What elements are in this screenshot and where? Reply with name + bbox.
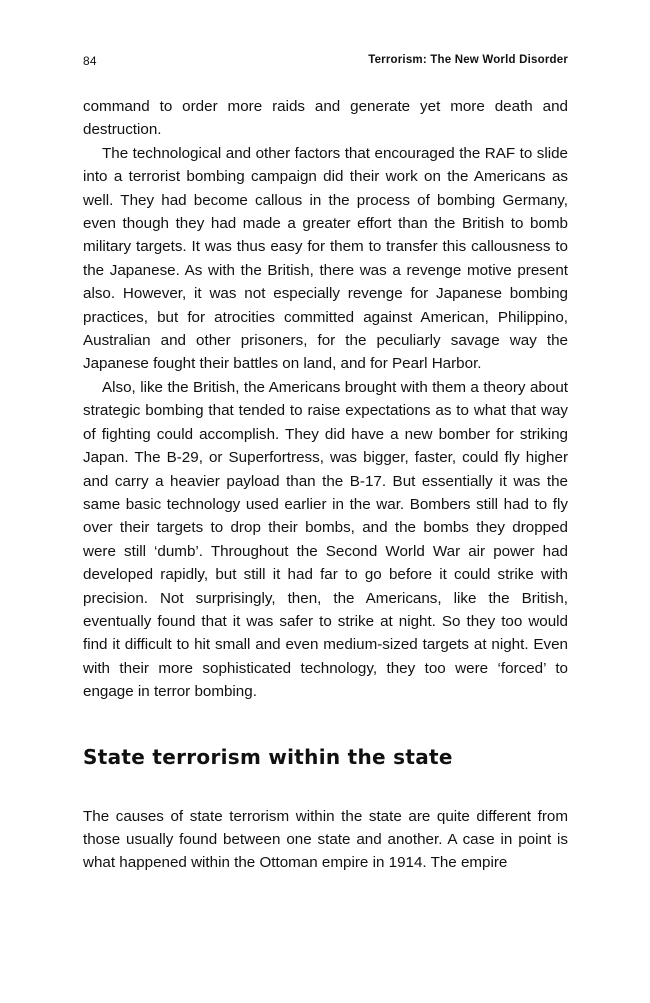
paragraph: The technological and other factors that encouraged the RAF to slide into a terrorist bombing campaign did their work on the Americans as well. They had become callous in the process of bombing Germany, even though they had made a greater effort than the British to bomb military targets. It was thus easy for them to transfer this callousness to the Japanese. As with the British, there was a revenge motive present also. However, it was not especially revenge for Japanese bombing practices, but for atrocities committed against American, Philippino, Australian and other prisoners, for the peculiarly savage way the Japanese fought their battles on land, and for Pearl Harbor.	[83, 144, 568, 373]
section-heading: State terrorism within the state	[83, 744, 453, 769]
paragraph: The causes of state terrorism within the state are quite different from those usually found between one state and another. A case in point is what happened within the Ottoman empire in 1914. The empire	[83, 807, 568, 872]
paragraph: command to order more raids and generate yet more death and destruction.	[83, 98, 568, 139]
page-body	[83, 95, 568, 875]
paragraph: Also, like the British, the Americans brought with them a theory about strategic bombing that tended to raise expectations as to what that way of fighting could accomplish. They did have a new bomber for striking Japan. The B-29, or Superfortress, was bigger, faster, could fly higher and carry a heavier payload than the B-17. But essentially it was the same basic technology used earlier in the war. Bombers still had to fly over their targets to drop their bombs, and the bombs they dropped were still ‘dumb’. Throughout the Second World War air power had developed rapidly, but still it had far to go before it could strike with precision. Not surprisingly, then, the Americans, like the British, eventually found that it was safer to strike at night. So they too would find it difficult to hit small and even medium-sized targets at night. Even with their more sophisticated technology, they too were ‘forced’ to engage in terror bombing.	[83, 378, 568, 701]
page-number: 84	[83, 54, 97, 68]
running-head: Terrorism: The New World Disorder	[368, 54, 568, 66]
page-header	[83, 54, 568, 74]
